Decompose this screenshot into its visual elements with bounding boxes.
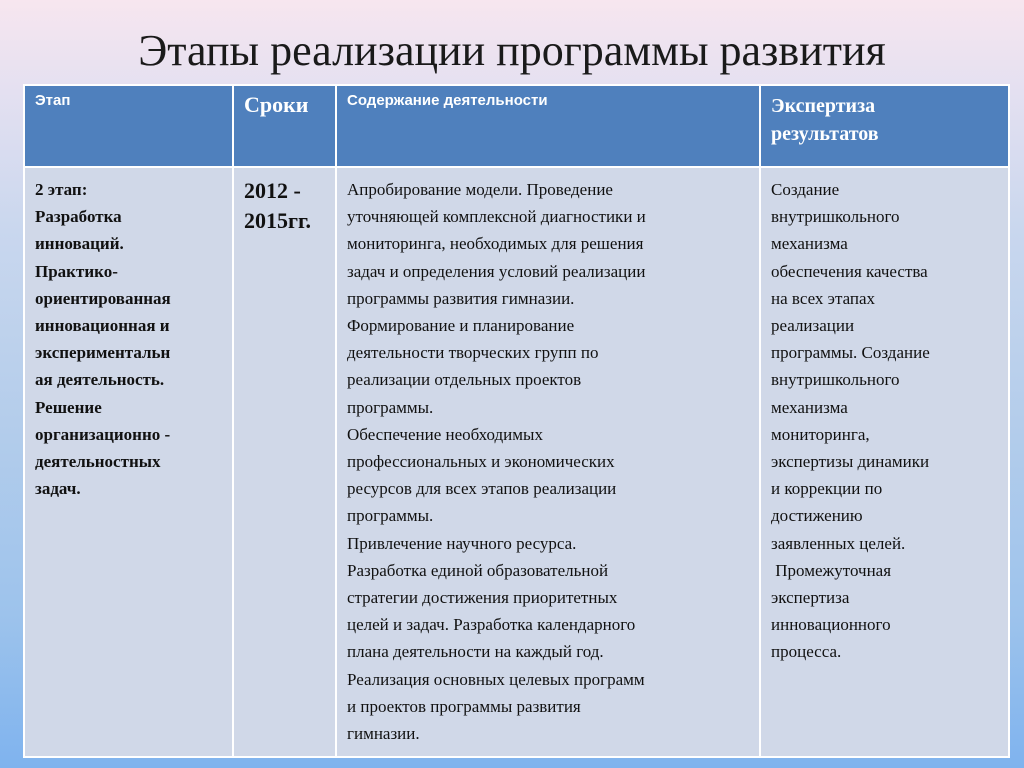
content-line: Привлечение научного ресурса.	[347, 533, 577, 553]
content-line: Реализация основных целевых программ	[347, 669, 645, 689]
terms-line: 2012 -	[244, 178, 301, 203]
expertise-line: механизма	[771, 397, 848, 417]
expertise-line: экспертиза	[771, 588, 850, 608]
expertise-line: процесса.	[771, 642, 842, 662]
content-line: профессиональных и экономических	[347, 452, 615, 472]
stage-line: организационно -	[35, 424, 171, 444]
header-expertise-line1: Экспертиза	[771, 95, 876, 117]
expertise-line: и коррекции по	[771, 479, 883, 499]
expertise-line: Промежуточная	[771, 560, 892, 580]
stage-line: деятельностных	[35, 452, 161, 472]
content-line: мониторинга, необходимых для решения	[347, 234, 644, 254]
content-line: Разработка единой образовательной	[347, 560, 609, 580]
expertise-line: внутришкольного	[771, 207, 900, 227]
stage-line: Решение	[35, 397, 102, 417]
cell-terms	[233, 167, 336, 757]
stage-line: инноваций.	[35, 234, 124, 254]
expertise-line: достижению	[771, 506, 863, 526]
expertise-line: программы. Создание	[771, 343, 930, 363]
cell-expertise	[760, 167, 1009, 757]
program-stages-table	[23, 84, 1010, 758]
header-terms: Сроки	[233, 85, 336, 167]
stage-line: задач.	[35, 479, 81, 499]
header-expertise	[760, 85, 1009, 167]
content-line: программы.	[347, 506, 434, 526]
content-line: программы развития гимназии.	[347, 288, 575, 308]
stage-line: ориентированная	[35, 288, 171, 308]
cell-content	[336, 167, 760, 757]
content-line: Апробирование модели. Проведение	[347, 180, 613, 199]
expertise-line: заявленных целей.	[771, 533, 906, 553]
expertise-line: Создание	[771, 180, 840, 199]
header-expertise-line2: результатов	[771, 123, 879, 145]
terms-line: 2015гг.	[244, 208, 311, 233]
expertise-line: внутришкольного	[771, 370, 900, 390]
stage-line: 2 этап:	[35, 180, 88, 199]
content-line: деятельности творческих групп по	[347, 343, 599, 363]
slide-title: Этапы реализации программы развития	[138, 26, 886, 75]
stage-line: инновационная и	[35, 316, 170, 336]
stage-line: ая деятельность.	[35, 370, 165, 390]
content-line: стратегии достижения приоритетных	[347, 588, 618, 608]
content-line: плана деятельности на каждый год.	[347, 642, 604, 662]
cell-stage	[24, 167, 233, 757]
content-line: уточняющей комплексной диагностики и	[347, 207, 646, 227]
expertise-line: на всех этапах	[771, 288, 876, 308]
content-line: ресурсов для всех этапов реализации	[347, 479, 617, 499]
content-line: Обеспечение необходимых	[347, 424, 543, 444]
header-content: Содержание деятельности	[336, 85, 760, 167]
table-row	[24, 167, 1009, 757]
content-line: программы.	[347, 397, 434, 417]
content-line: задач и определения условий реализации	[347, 261, 646, 281]
expertise-line: инновационного	[771, 615, 891, 635]
content-line: гимназии.	[347, 724, 420, 744]
content-line: Формирование и планирование	[347, 316, 575, 336]
expertise-line: мониторинга,	[771, 424, 870, 444]
stage-line: Разработка	[35, 207, 122, 227]
expertise-line: реализации	[771, 316, 855, 336]
header-stage: Этап	[24, 85, 233, 167]
stage-line: Практико-	[35, 261, 118, 281]
stage-line: экспериментальн	[35, 343, 171, 363]
content-line: целей и задач. Разработка календарного	[347, 615, 636, 635]
expertise-line: экспертизы динамики	[771, 452, 930, 472]
table-header-row	[24, 85, 1009, 167]
content-line: и проектов программы развития	[347, 696, 581, 716]
expertise-line: механизма	[771, 234, 848, 254]
expertise-line: обеспечения качества	[771, 261, 928, 281]
content-line: реализации отдельных проектов	[347, 370, 582, 390]
